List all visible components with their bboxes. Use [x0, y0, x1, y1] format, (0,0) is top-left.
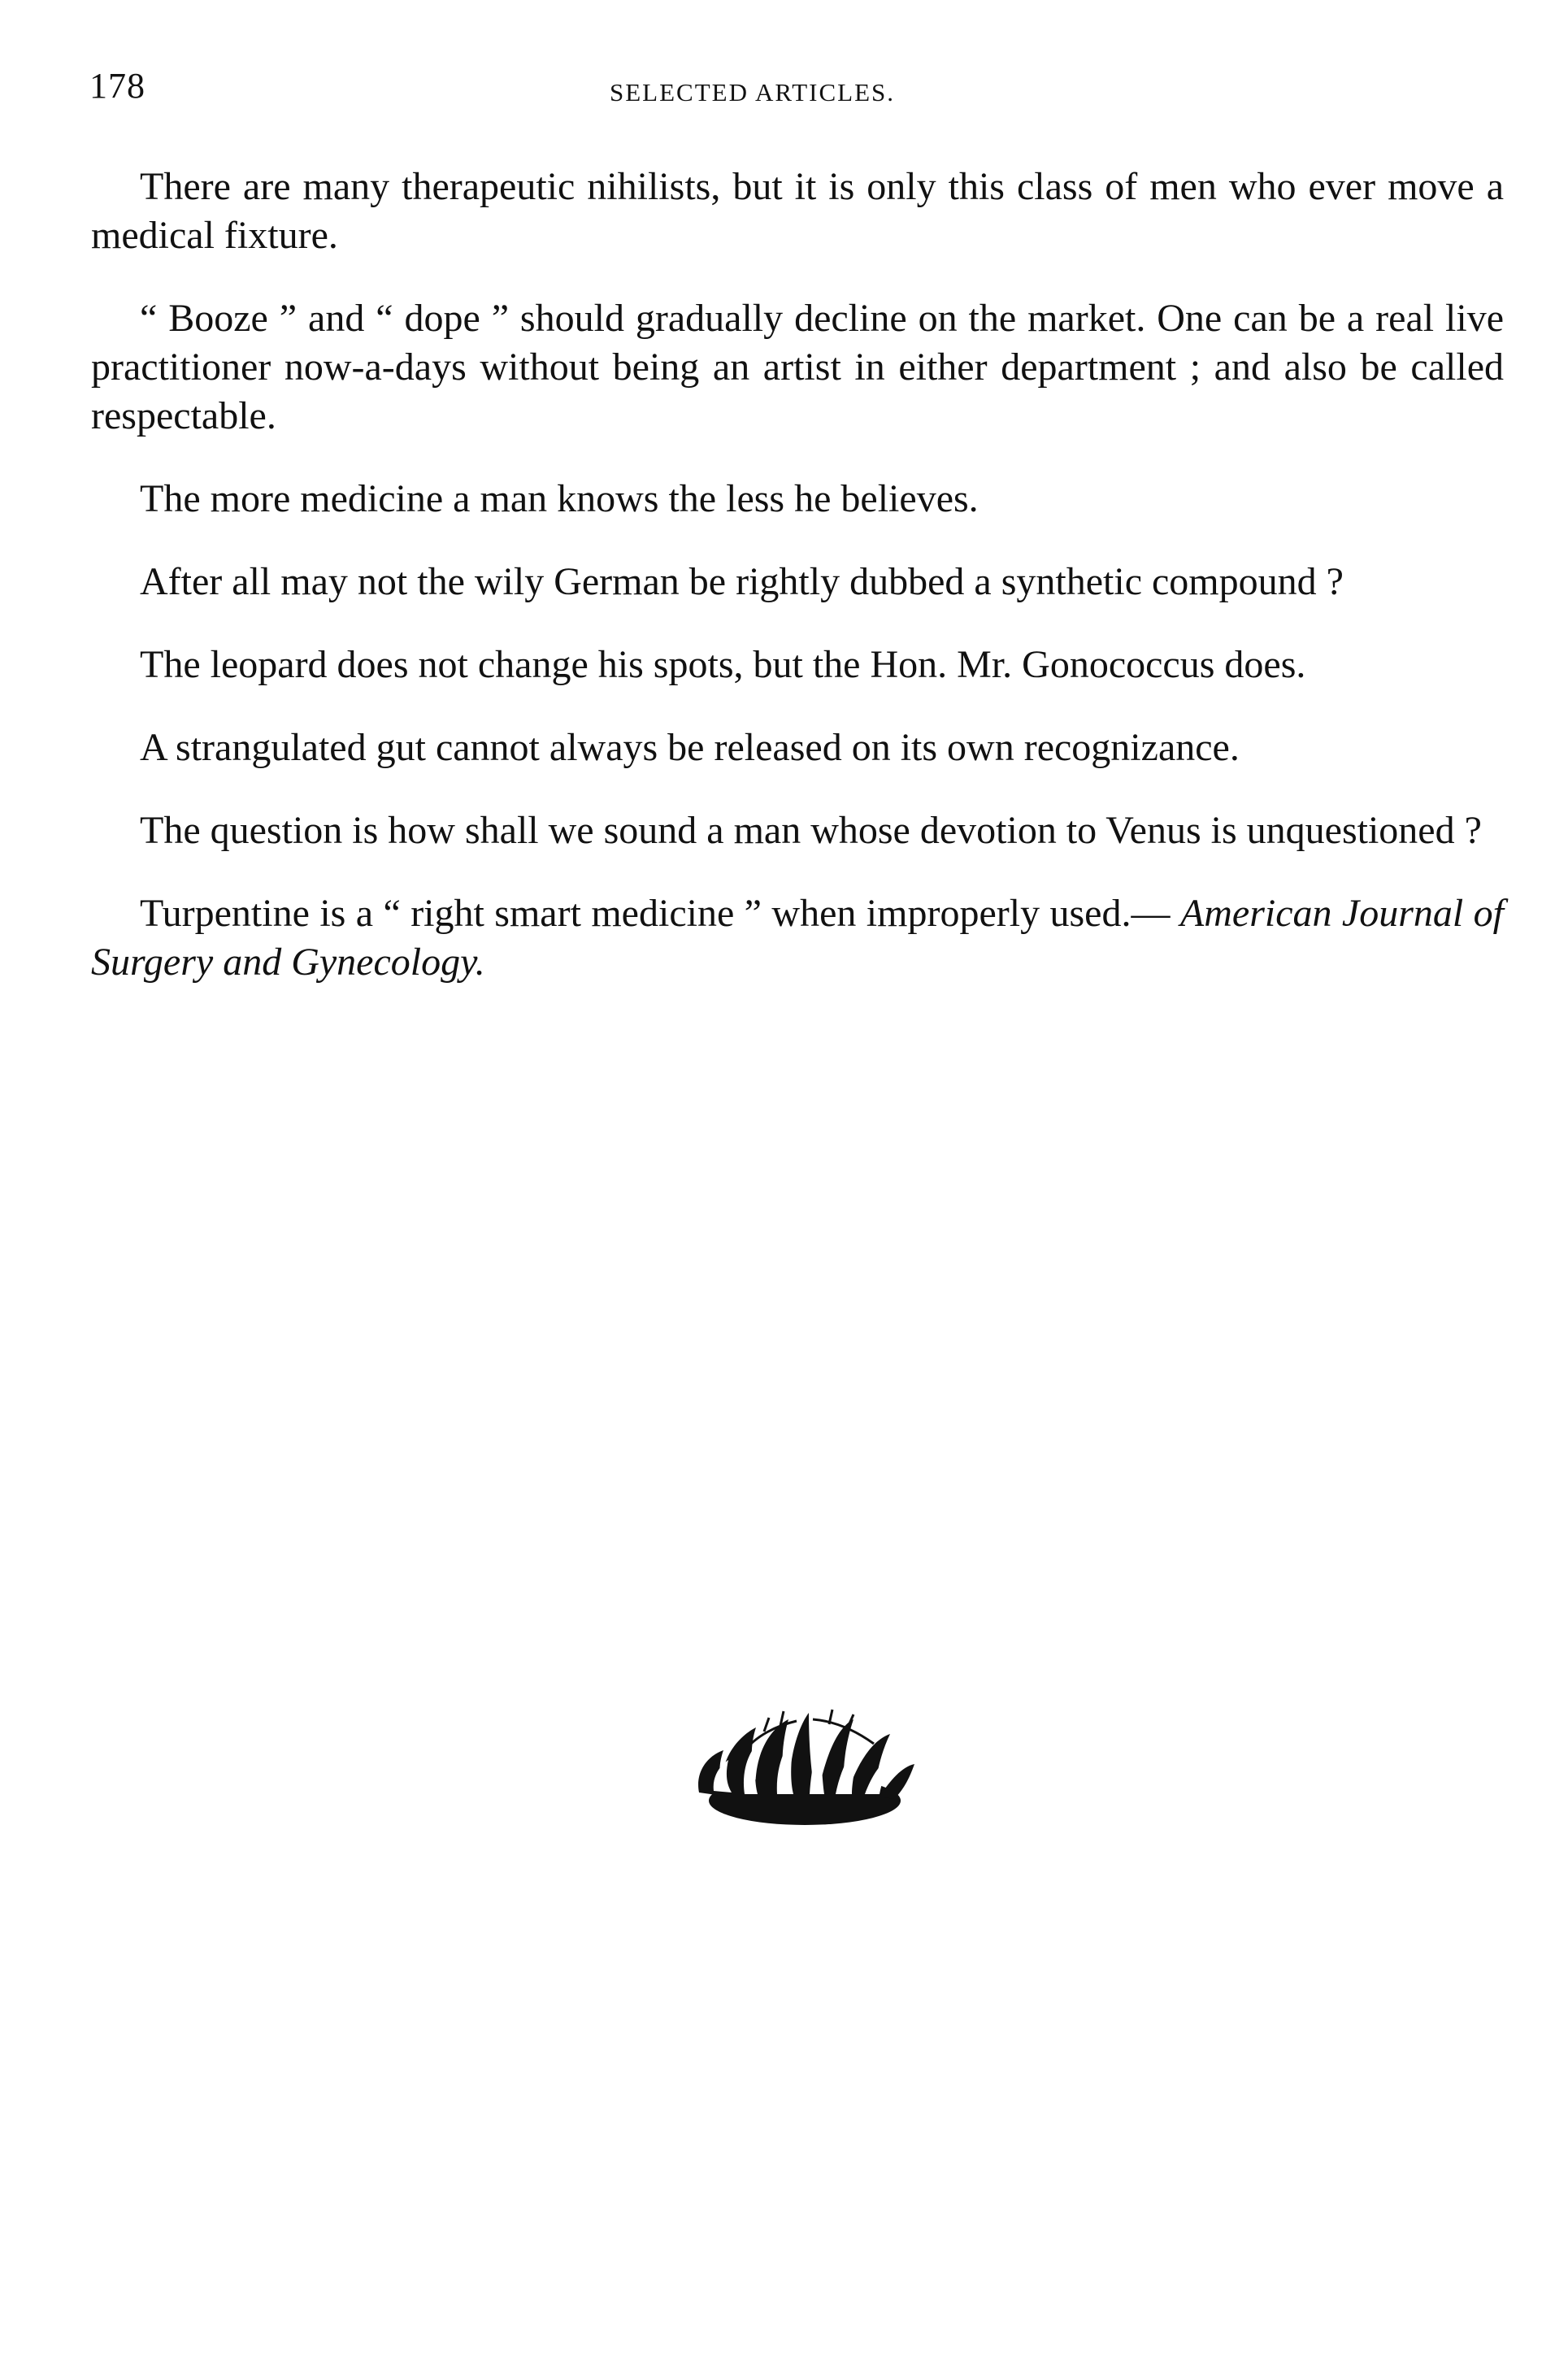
chrysanthemum-ornament-icon [667, 1703, 943, 1833]
paragraph-turpentine [91, 889, 1504, 987]
paragraph-more-medicine: The more medicine a man knows the less he believes. [140, 477, 979, 520]
paragraph-leopard: The leopard does not change his spots, but the Hon. Mr. Gonococcus does. [140, 643, 1306, 686]
section-title: SELECTED ARTICLES. [610, 78, 896, 106]
article-body [91, 163, 1504, 1021]
paragraph-venus: The question is how shall we sound a man whose devotion to Venus is unquestioned ? [140, 809, 1482, 852]
paragraph-nihilists: There are many therapeutic nihilists, but it is only this class of men who ever move a medical fixture. [91, 165, 1504, 257]
paragraph-booze-dope: “ Booze ” and “ dope ” should gradually decline on the market. One can be a real live practitioner now-a-days without being an artist in either department ; and also be called respectable. [91, 297, 1504, 437]
paragraph-wily-german: After all may not the wily German be rightly dubbed a synthetic compound ? [140, 560, 1344, 603]
running-head [89, 65, 1504, 114]
paragraph-strangulated-gut: A strangulated gut cannot always be released on its own recognizance. [140, 726, 1240, 769]
turpentine-text: Turpentine is a “ right smart medicine ” when improperly used.— [140, 892, 1171, 935]
page-number: 178 [89, 66, 146, 106]
source-citation: American Journal of Surgery and Gynecology. [91, 892, 1505, 984]
